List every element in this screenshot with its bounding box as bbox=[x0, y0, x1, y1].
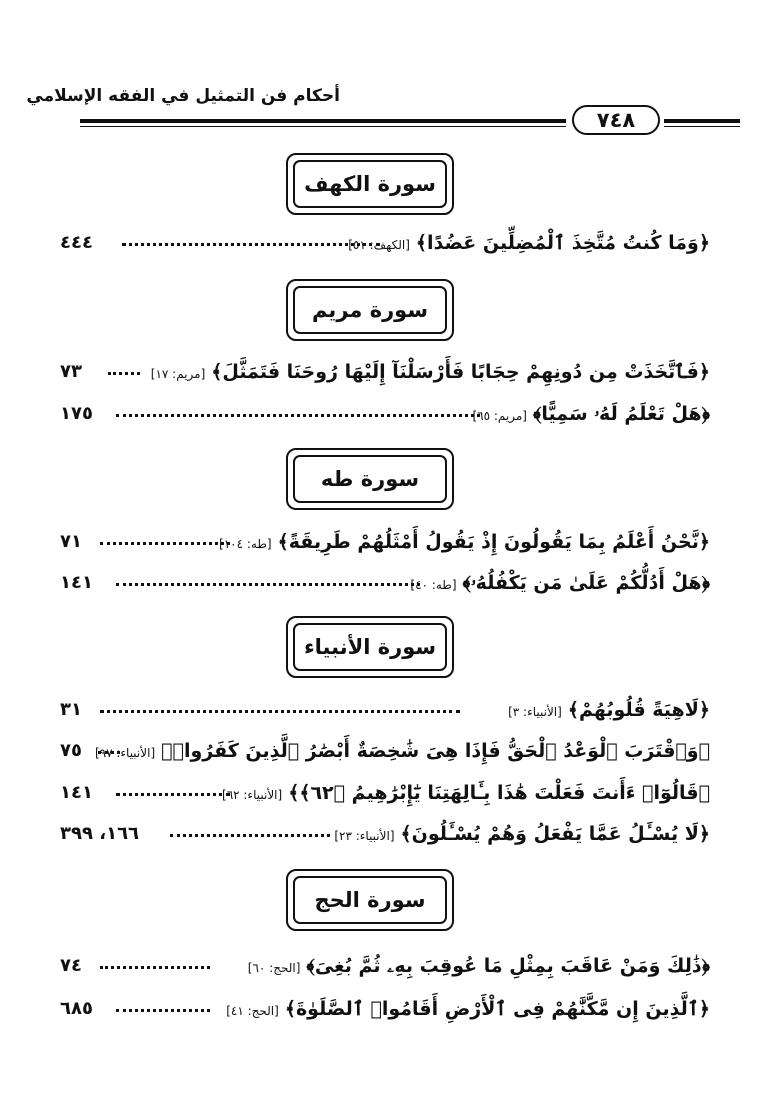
page-reference: ١٦٦، ٣٩٩ bbox=[60, 823, 140, 844]
page-reference: ٧٣ bbox=[60, 361, 82, 382]
verse-text: ﴿فَٱتَّخَذَتْ مِن دُونِهِمْ حِجَابًا فَأَرْسَلْنَآ إِلَيْهَا رُوحَنَا فَتَمَثَّلَ﴾[مريم: ١٧] bbox=[150, 361, 710, 383]
surah-heading: سورة الأنبياء bbox=[293, 623, 447, 671]
index-entry bbox=[60, 399, 710, 429]
leader-dots bbox=[122, 243, 380, 246]
verse-text: ﴿لَاهِيَةً قُلُوبُهُمْ﴾[الأنبياء: ٣] bbox=[508, 699, 710, 721]
verse-text: ﴿قَالُوٓا۟ ءَأَنتَ فَعَلْتَ هَٰذَا بِـَٔالِهَتِنَا يَٰٓإِبْرَٰهِيمُ ﴿٦٢﴾﴾[الأنبياء: ٦٢] bbox=[222, 782, 710, 804]
verse-reference: [الأنبياء: ٩٧] bbox=[94, 746, 156, 760]
running-header-title: أحكام فن التمثيل في الفقه الإسلامي bbox=[26, 86, 340, 106]
verse-reference: [الكهف: ٥١] bbox=[348, 238, 410, 252]
verse-reference: [الأنبياء: ٢٣] bbox=[334, 829, 395, 843]
page-number: ٧٤٨ bbox=[572, 105, 660, 135]
verse-text: ﴿ذَٰلِكَ وَمَنْ عَاقَبَ بِمِثْلِ مَا عُوقِبَ بِهِۦ ثُمَّ بُغِىَ﴾[الحج: ٦٠] bbox=[247, 955, 710, 977]
verse-text: ﴿وَٱقْتَرَبَ ٱلْوَعْدُ ٱلْحَقُّ فَإِذَا هِىَ شَٰخِصَةٌ أَبْصَٰرُ ٱلَّذِينَ كَفَرُوا۟﴾[الأنبياء: ٩٧] bbox=[94, 740, 710, 762]
page-reference: ١٧٥ bbox=[60, 403, 93, 424]
page-reference: ٧٤ bbox=[60, 955, 82, 976]
index-entry bbox=[60, 228, 710, 258]
page-reference: ٧٥ bbox=[60, 740, 82, 761]
leader-dots bbox=[170, 834, 330, 837]
surah-heading-box bbox=[286, 616, 454, 678]
leader-dots bbox=[116, 793, 230, 796]
verse-reference: [الأنبياء: ٣] bbox=[508, 705, 562, 719]
surah-heading-box bbox=[286, 869, 454, 931]
leader-dots bbox=[116, 583, 420, 586]
index-entry bbox=[60, 527, 710, 557]
verse-reference: [الأنبياء: ٦٢] bbox=[222, 788, 283, 802]
index-entry bbox=[60, 778, 710, 808]
index-entry bbox=[60, 568, 710, 598]
surah-heading: سورة الحج bbox=[293, 876, 447, 924]
page-reference: ٣١ bbox=[60, 699, 82, 720]
surah-heading-box bbox=[286, 153, 454, 215]
leader-dots bbox=[100, 710, 460, 713]
leader-dots bbox=[98, 751, 120, 754]
leader-dots bbox=[116, 1009, 210, 1012]
index-entry bbox=[60, 357, 710, 387]
verse-reference: [طه: ١٠٤] bbox=[219, 537, 272, 551]
leader-dots bbox=[116, 414, 480, 417]
surah-heading-box bbox=[286, 279, 454, 341]
verse-reference: [الحج: ٦٠] bbox=[247, 961, 301, 975]
leader-dots bbox=[100, 542, 230, 545]
page-number-frame bbox=[566, 103, 664, 137]
page-reference: ١٤١ bbox=[60, 572, 93, 593]
page-reference: ٤٤٤ bbox=[60, 232, 93, 253]
verse-text: ﴿نَّحْنُ أَعْلَمُ بِمَا يَقُولُونَ إِذْ يَقُولُ أَمْثَلُهُمْ طَرِيقَةً﴾[طه: ١٠٤] bbox=[219, 531, 710, 553]
leader-dots bbox=[100, 966, 210, 969]
leader-dots bbox=[108, 372, 140, 375]
page-reference: ١٤١ bbox=[60, 782, 93, 803]
surah-heading: سورة طه bbox=[293, 455, 447, 503]
verse-reference: [مريم: ١٧] bbox=[150, 367, 206, 381]
surah-heading-box bbox=[286, 448, 454, 510]
index-entry bbox=[60, 951, 710, 981]
verse-text: ﴿وَمَا كُنتُ مُتَّخِذَ ٱلْمُضِلِّينَ عَضُدًا﴾[الكهف: ٥١] bbox=[348, 232, 710, 254]
verse-text: ﴿لَا يُسْـَٔلُ عَمَّا يَفْعَلُ وَهُمْ يُسْـَٔلُونَ﴾[الأنبياء: ٢٣] bbox=[334, 823, 710, 845]
verse-reference: [الحج: ٤١] bbox=[226, 1004, 279, 1018]
surah-heading: سورة الكهف bbox=[293, 160, 447, 208]
surah-heading: سورة مريم bbox=[293, 286, 447, 334]
verse-reference: [طه: ٤٠] bbox=[410, 578, 457, 592]
page-reference: ٧١ bbox=[60, 531, 82, 552]
page-reference: ٦٨٥ bbox=[60, 998, 93, 1019]
index-entry bbox=[60, 695, 710, 725]
verse-text: ﴿هَلْ تَعْلَمُ لَهُۥ سَمِيًّا﴾[مريم: ٦٥] bbox=[472, 403, 710, 425]
index-entry bbox=[60, 736, 710, 766]
verse-reference: [مريم: ٦٥] bbox=[472, 409, 527, 423]
index-entry bbox=[60, 994, 710, 1024]
verse-text: ﴿هَلْ أَدُلُّكُمْ عَلَىٰ مَن يَكْفُلُهُۥ﴾[طه: ٤٠] bbox=[410, 572, 710, 594]
verse-text: ﴿ٱلَّذِينَ إِن مَّكَّنَّٰهُمْ فِى ٱلْأَرْضِ أَقَامُوا۟ ٱلصَّلَوٰةَ﴾[الحج: ٤١] bbox=[226, 998, 710, 1020]
index-entry bbox=[60, 819, 710, 849]
